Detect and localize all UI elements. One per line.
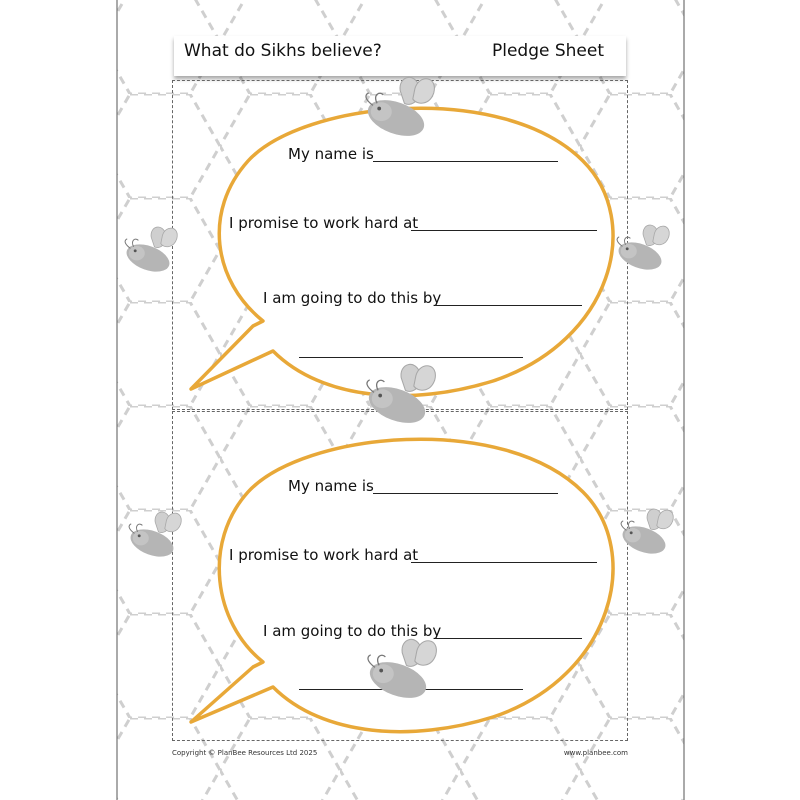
bee-icon <box>615 225 669 275</box>
bee-icon <box>363 77 434 143</box>
bee-icon <box>364 364 435 430</box>
name-label: My name is <box>288 145 374 163</box>
copyright-text: Copyright © PlanBee Resources Ltd 2025 <box>172 749 318 757</box>
bee-icon <box>123 227 177 277</box>
bee-icon <box>127 512 181 562</box>
name-label: My name is <box>288 477 374 495</box>
method-label: I am going to do this by <box>263 289 442 307</box>
worksheet-title: What do Sikhs believe? <box>184 41 382 61</box>
website-link[interactable]: www.planbee.com <box>563 749 628 757</box>
promise-label: I promise to work hard at <box>229 546 419 564</box>
bee-icon <box>365 639 436 705</box>
sheet-type-label: Pledge Sheet <box>491 41 604 61</box>
bee-icon <box>619 509 673 559</box>
method-label: I am going to do this by <box>263 622 442 640</box>
promise-label: I promise to work hard at <box>229 214 419 232</box>
